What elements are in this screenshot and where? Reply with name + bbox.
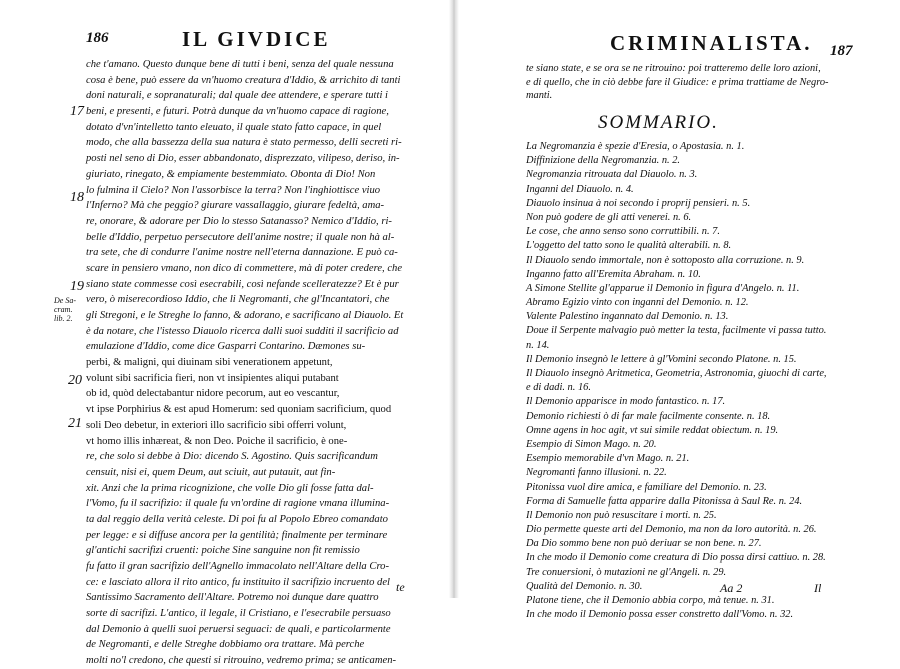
sommario-entry: Negromanzia ritrouata dal Diauolo. n. 3. <box>526 169 698 181</box>
text-line: perbi, & maligni, qui diuinam sibi venerationem appetunt, <box>86 357 333 369</box>
text-line: dotato d'vn'intelletto tanto eleuato, il quale stato fatto capace, in quel <box>86 121 382 133</box>
sommario-entry: Non può godere de gli atti venerei. n. 6. <box>526 211 692 223</box>
sommario-entry: Il Demonio apparisce in modo fantastico. n. 17. <box>526 396 726 408</box>
text-line: l'Inferno? Mà che peggio? giurare vassallaggio, giurare fedeltà, ama- <box>86 200 385 212</box>
text-line: lo fulmina il Cielo? Non l'assorbisce la terra? Non l'inghiottisce viuo <box>86 184 381 196</box>
text-line: scare in pensiero vmano, non dico di commettere, mà di poter credere, che <box>86 262 403 274</box>
sommario-entry: n. 14. <box>526 339 550 351</box>
side-note <box>54 296 76 323</box>
sommario-entry: La Negromanzia è spezie d'Eresia, o Apostasia. n. 1. <box>526 141 745 152</box>
text-line: re, che solo si debbe à Dio: dicendo S. Agostino. Quis sacrificandum <box>86 451 378 463</box>
sommario-entry: Il Demonio insegnò le lettere à gl'Vomini secondo Platone. n. 15. <box>526 353 797 365</box>
sommario-entry: Diauolo insinua à noi secondo i proprij pensieri. n. 5. <box>526 197 751 209</box>
text-line: ce: e lasciato allora il rito antico, fu instituito il sacrifizio incruento del <box>86 576 390 588</box>
text-line: re, onorare, & adorare per Dio lo stesso Satanasso? Nemico d'Iddio, ri- <box>86 215 392 227</box>
sommario-entry: Valente Palestino ingannato dal Demonio. n. 13. <box>526 311 729 323</box>
text-line: per legge: e si diffuse ancora per la gentilità; finalmente per terminare <box>86 529 388 541</box>
text-line: manti. <box>526 90 553 101</box>
text-line: vt homo illis inhæreat, & non Deo. Poiche il sacrificio, è one- <box>86 435 348 447</box>
text-line: ob id, quòd delectabantur nidore pecorum, aut eo vescantur, <box>86 388 340 400</box>
sommario-entry: e di dadi. n. 16. <box>526 382 591 394</box>
margin-number: 20 <box>68 373 82 388</box>
text-line: e di quello, che in ciò debbe fare il Giudice: e prima trattiame de Negro- <box>526 76 829 88</box>
text-line: beni, e presenti, e futuri. Potrà dunque da vn'huomo capace di ragione, <box>86 106 389 118</box>
margin-number: 21 <box>68 416 82 431</box>
sommario-entry: Esempio memorabile d'vn Mago. n. 21. <box>526 453 690 465</box>
text-line: dal Demonio à quelli suoi peruersi seguaci: de quali, e particolarmente <box>86 623 391 635</box>
sommario-entry: L'oggetto del tatto sono le qualità alterabili. n. 8. <box>526 240 732 252</box>
sommario-entry: Tre conuersioni, ò mutazioni ne gl'Angeli. n. 29. <box>526 566 727 578</box>
sommario-entry: Demonio richiesti ò di far male facilmente consente. n. 18. <box>526 410 771 422</box>
text-line: fu fatto il gran sacrifizio dell'Agnello immacolato nell'Altare della Cro- <box>86 561 389 572</box>
text-line: che t'amano. Questo dunque bene di tutti i beni, senza del quale nessuna <box>86 59 394 70</box>
text-line: posti nel seno di Dio, esser abbandonato, disprezzato, vilipeso, deriso, in- <box>86 153 400 165</box>
sommario-entry: Pitonissa vuol dire amica, e familiare del Demonio. n. 23. <box>526 481 767 493</box>
sommario-entry: Forma di Samuelle fatta apparire dalla Pitonissa à Saul Re. n. 24. <box>526 495 803 507</box>
text-line: te siano state, e se ora se ne ritrouino: poi tratteremo delle loro azioni, <box>526 63 821 74</box>
sommario-entry: Omne agens in hoc agit, vt sui simile reddat obiectum. n. 19. <box>526 424 779 436</box>
sommario-entry: A Simone Stellite gl'apparue il Demonio in figura d'Angelo. n. 11. <box>526 282 800 294</box>
side-note-line: lib. 2. <box>54 314 73 323</box>
margin-number: 18 <box>70 190 84 205</box>
sommario-entry: Le cose, che anno senso sono corruttibili. n. 7. <box>526 226 720 238</box>
margin-number: 17 <box>70 104 84 119</box>
sommario-entry: Doue il Serpente malvagio può metter la testa, facilmente vi passa tutto. <box>526 325 827 337</box>
text-line: doni naturali, e sopranaturali; dal quale dee attendere, e sperare tutti i <box>86 90 388 102</box>
text-line: giuriato, rinegato, & empiamente bestemmiato. Obonta di Dio! Non <box>86 168 376 180</box>
margin-number: 19 <box>70 279 84 294</box>
text-line: vt ipse Porphirius & est apud Homerum: sed quoniam sacrificium, quod <box>86 404 392 416</box>
sommario-entry: In che modo il Demonio possa esser constretto dall'Vomo. n. 32. <box>526 609 794 621</box>
text-line: siano state commesse così esecrabili, così nefande scelleratezze? Et è pur <box>86 278 399 290</box>
sommario-entry: Esempio di Simon Mago. n. 20. <box>526 438 657 450</box>
page-number: 186 <box>86 30 109 46</box>
text-line: vero, ò miserecordioso Iddio, che li Negromanti, che gl'Incantatori, che <box>86 294 390 306</box>
side-note-line: De Sa- <box>54 296 76 305</box>
sommario-entry: Diffinizione della Negromanzia. n. 2. <box>526 155 681 167</box>
text-line: de Negromanti, e delle Streghe dobbiamo ora trattare. Mà perche <box>86 639 365 651</box>
sommario-entry: Inganno fatto all'Eremita Abraham. n. 10. <box>526 268 701 280</box>
text-line: modo, che alla bassezza della sua natura è stato permesso, delli secreti ri- <box>86 137 402 149</box>
text-line: è da notare, che l'istesso Diauolo ricerca dalli suoi sudditi il sacrificio ad <box>86 325 399 337</box>
sommario-entry: Inganni del Diauolo. n. 4. <box>526 183 634 195</box>
sommario-title: SOMMARIO. <box>598 112 719 133</box>
text-line: belle d'Iddio, perpetuo persecutore dell'anime nostre; il quale non hà al- <box>86 231 395 243</box>
sommario-entry: Da Dio sommo bene non può deriuar se non bene. n. 27. <box>526 538 762 550</box>
page-number: 187 <box>830 43 853 59</box>
text-line: cosa è bene, può essere da vn'huomo creatura d'Iddio, & arrichito di tanti <box>86 74 401 86</box>
catchword: Il <box>814 581 822 595</box>
sommario-entry: Abramo Egizio vinto con inganni del Demonio. n. 12. <box>526 297 749 309</box>
text-line: gli Stregoni, e le Streghe lo fanno, & adorano, e sacrificano al Diauolo. Et <box>86 310 404 321</box>
sommario-entry: Il Demonio non può resuscitare i morti. n. 25. <box>526 509 717 521</box>
sommario-entry: In che modo il Demonio come creatura di Dio possa dirsi cattiuo. n. 28. <box>526 552 826 564</box>
text-line: soli Deo debetur, in exteriori illo sacrificio sibi offerri volunt, <box>86 419 347 431</box>
catchword: te <box>396 580 405 594</box>
text-line: xit. Anzi che la prima ricognizione, che volle Dio gli fosse fatta dal- <box>86 482 374 494</box>
sommario-entry: Qualità del Demonio. n. 30. <box>526 580 643 592</box>
intro-text <box>526 62 886 103</box>
text-line: volunt sibi sacrificia fieri, non vt insipientes aliqui putabant <box>86 372 339 384</box>
right-page <box>458 0 900 621</box>
text-line: molti no'l credono, che questi si ritrouino, vedremo prima; se anticamen- <box>86 655 397 667</box>
left-body-text <box>86 57 418 669</box>
text-line: tra sete, che di condurre l'anime nostre nell'eterna dannazione. E può ca- <box>86 247 398 259</box>
signature-mark: Aa 2 <box>720 581 743 595</box>
text-line: emulazione d'Iddio, come dice Gasparri Contarino. Dæmones su- <box>86 341 366 353</box>
text-line: gl'antichi sacrifizi cruenti: poiche Sine sanguine non fit remissio <box>86 545 360 557</box>
sommario-entry: Dio permette queste arti del Demonio, ma non da loro autorità. n. 26. <box>526 524 817 536</box>
running-head: IL GIVDICE <box>182 27 331 51</box>
text-line: l'Vomo, fu il sacrifizio: il quale fu vn'ordine di ragione vmana illumina- <box>86 498 390 510</box>
text-line: censuit, nisi ei, quem Deum, aut sciuit, aut putauit, aut fin- <box>86 466 336 478</box>
sommario-entry: Platone tiene, che il Demonio abbia corpo, mà tenue. n. 31. <box>526 595 775 606</box>
running-head: CRIMINALISTA. <box>610 31 813 55</box>
sommario-entry: Il Diauolo insegnò Aritmetica, Geometria, Astronomia, giuochi di carte, <box>526 368 827 379</box>
sommario-entry: Il Diauolo sendo immortale, non è sottoposto alla corruzione. n. 9. <box>526 254 805 266</box>
sommario-list <box>526 140 886 622</box>
text-line: sorte di sacrifizi. L'antico, il legale, il Cristiano, e l'esecrabile persuaso <box>86 608 391 620</box>
side-note-line: cram. <box>54 305 73 314</box>
text-line: ta dal reggio della verità celeste. Di poi fu al Popolo Ebreo comandato <box>86 513 388 525</box>
sommario-entry: Negromanti fanno illusioni. n. 22. <box>526 467 667 479</box>
text-line: Santissimo Sacramento dell'Altare. Potremo noi dunque dare quattro <box>86 592 379 604</box>
